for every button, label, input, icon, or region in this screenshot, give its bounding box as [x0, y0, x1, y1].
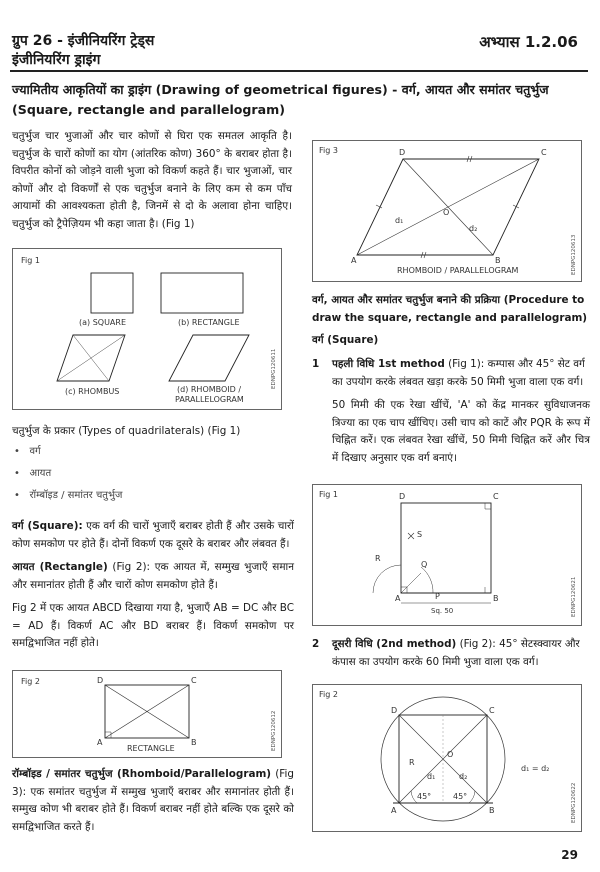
svg-text:P: P	[435, 592, 440, 601]
svg-text:A: A	[351, 256, 357, 265]
svg-text:B: B	[493, 594, 499, 603]
svg-text:A: A	[395, 594, 401, 603]
types-block	[12, 423, 292, 507]
svg-text:A: A	[97, 738, 103, 747]
svg-text:d₂: d₂	[469, 224, 478, 233]
svg-text:D: D	[97, 676, 104, 685]
fig3-parallelogram	[312, 140, 582, 282]
svg-text:Sq. 50: Sq. 50	[431, 607, 454, 615]
method1-detail: 50 मिमी की एक रेखा खींचें, 'A' को केंद्र मानकर सुविधाजनक त्रिज्या का एक चाप खींचिए। उसी चाप को काटें और PQR के रूप में चिह्नित करें। एक लंबवत रेखा खींचें, 50 मिमी चिह्नित करें और चित्र में दिखाए अनुसार एक वर्ग बनाएं।	[332, 399, 590, 464]
svg-text:d₁: d₁	[395, 216, 404, 225]
rhomboid-block	[12, 766, 294, 842]
svg-text:d₁ = d₂: d₁ = d₂	[521, 764, 550, 773]
svg-text:B: B	[495, 256, 501, 265]
fig1-label: Fig 1	[21, 256, 40, 265]
svg-text:O: O	[443, 208, 450, 217]
page-title	[12, 80, 592, 120]
fig1-quadrilaterals	[12, 248, 282, 410]
svg-text:RHOMBOID / PARALLELOGRAM: RHOMBOID / PARALLELOGRAM	[397, 266, 519, 275]
svg-text:C: C	[191, 676, 197, 685]
fig2-rect-caption: RECTANGLE	[127, 744, 175, 753]
fig2-method-square	[312, 684, 582, 832]
svg-text:R: R	[409, 758, 415, 767]
subject-line: इंजीनियरिंग ड्राइंग	[12, 52, 101, 68]
square-shape	[91, 273, 133, 313]
procedure-block	[312, 292, 590, 350]
intro-paragraph: चतुर्भुज चार भुजाओं और चार कोणों से घिरा एक समतल आकृति है। चतुर्भुज के चारों कोणों का योग (आंतरिक कोण) 360° के बराबर होता है। विपरीत कोनों को जोड़ने वाली भुजा को विकर्ण कहते हैं। चार भुजाओं, चार कोणों और दो विकर्णों से एक चतुर्भुज बनाने के लिए कम से कम पाँच आयामों की आवश्यकता होती है, जिनमें से दो के अलावा होना चाहिए। चतुर्भुज को ट्रैपेज़ियम भी कहा जाता है। (Fig 1)	[12, 130, 292, 230]
rhomboid-definition: रॉम्बॉइड / समांतर चतुर्भुज (Rhomboid/Parallelogram) (Fig 3): एक समांतर चतुर्भुज में सम्मुख भुजाएँ बराबर और समानांतर होती हैं। सम्मुख कोण भी बराबर होते हैं। विकर्ण बराबर नहीं होते बल्कि एक दूसरे को समद्विभाजित करते हैं।	[12, 768, 294, 833]
svg-text:Q: Q	[421, 560, 428, 569]
svg-text:45°: 45°	[417, 792, 432, 801]
exercise-number: अभ्यास 1.2.06	[479, 33, 578, 51]
rectangle-definition: आयत (Rectangle) (Fig 2): एक आयत में, सम्मुख भुजाएँ समान और समानांतर होती हैं और चारों कोण समकोण होते हैं।	[12, 561, 294, 591]
svg-text:EDNPG120613: EDNPG120613	[571, 234, 577, 275]
fig2-rectangle	[12, 670, 282, 758]
svg-text:EDNPG120622: EDNPG120622	[571, 782, 577, 823]
svg-text:d₂: d₂	[459, 772, 468, 781]
method1-block	[312, 356, 590, 467]
svg-text:D: D	[399, 148, 406, 157]
title-line-2: (Square, rectangle and parallelogram)	[12, 102, 286, 117]
rhomboid-caption-1: (d) RHOMBOID /	[177, 385, 242, 394]
header-rule	[10, 70, 588, 72]
svg-text:45°: 45°	[453, 792, 468, 801]
svg-text:A: A	[391, 806, 397, 815]
svg-text:Fig 3: Fig 3	[319, 146, 338, 155]
svg-text:R: R	[375, 554, 381, 563]
method1-line: 1 पहली विधि 1st method (Fig 1): कम्पास और 45° सेट वर्ग का उपयोग करके लंबवत खड़ा करके 50 मिमी भुजा वाला एक वर्ग।	[312, 358, 585, 388]
method2-line: 2 दूसरी विधि (2nd method) (Fig 2): 45° सेटस्क्वायर और कंपास का उपयोग करके 60 मिमी भुजा वाला एक वर्ग।	[312, 638, 580, 668]
procedure-heading: वर्ग, आयत और समांतर चतुर्भुज बनाने की प्रक्रिया (Procedure to draw the square, rectangle and parallelogram)	[312, 294, 588, 324]
square-definition: वर्ग (Square): एक वर्ग की चारों भुजाएँ बराबर होती हैं और उसके चारों कोण समकोण पर होते हैं। दोनों विकर्ण एक दूसरे के बराबर और लंबवत हैं।	[12, 520, 294, 550]
svg-text:EDNPG120612: EDNPG120612	[271, 710, 277, 751]
svg-text:O: O	[447, 750, 454, 759]
intro-block	[12, 128, 292, 239]
svg-text:Fig 2: Fig 2	[319, 690, 338, 699]
rhomboid-caption-2: PARALLELOGRAM	[175, 395, 244, 404]
types-item-1: • वर्ग	[14, 445, 41, 457]
definitions-block	[12, 518, 294, 659]
group-line: ग्रुप 26 - इंजीनियरिंग ट्रेड्स	[12, 33, 155, 49]
square-caption: (a) SQUARE	[79, 318, 127, 327]
page-number: 29	[561, 848, 578, 862]
svg-text:d₁: d₁	[427, 772, 436, 781]
svg-text:D: D	[391, 706, 398, 715]
svg-text:EDNPG120621: EDNPG120621	[571, 576, 577, 617]
svg-text:C: C	[489, 706, 495, 715]
svg-text:D: D	[399, 492, 406, 501]
method2-block	[312, 636, 590, 671]
svg-text:B: B	[489, 806, 495, 815]
fig2-description: Fig 2 में एक आयत ABCD दिखाया गया है, भुजाएँ AB = DC और BC = AD हैं। विकर्ण AC और BD बराबर हैं। विकर्ण समकोण पर समद्विभाजित नहीं होते।	[12, 602, 294, 649]
svg-text:S: S	[417, 530, 423, 539]
types-item-3: • रॉम्बॉइड / समांतर चतुर्भुज	[14, 489, 123, 501]
svg-text:C: C	[541, 148, 547, 157]
rectangle-caption: (b) RECTANGLE	[178, 318, 240, 327]
types-item-2: • आयत	[14, 467, 52, 479]
svg-text:B: B	[191, 738, 197, 747]
rhomboid-shape	[169, 335, 249, 381]
svg-text:C: C	[493, 492, 499, 501]
svg-text:Fig 1: Fig 1	[319, 490, 338, 499]
fig1-method-square	[312, 484, 582, 626]
types-heading: चतुर्भुज के प्रकार (Types of quadrilaterals) (Fig 1)	[12, 425, 241, 437]
rhombus-caption: (c) RHOMBUS	[65, 387, 120, 396]
procedure-sub: वर्ग (Square)	[312, 334, 379, 346]
fig1-code: EDNPG120611	[271, 348, 277, 389]
fig2-rect-label: Fig 2	[21, 677, 40, 686]
title-line-1: ज्यामितीय आकृतियों का ड्राइंग (Drawing of geometrical figures) - वर्ग, आयत और समांतर चतुर्भुज	[12, 82, 549, 97]
rectangle-shape	[161, 273, 243, 313]
header-left	[12, 32, 154, 70]
